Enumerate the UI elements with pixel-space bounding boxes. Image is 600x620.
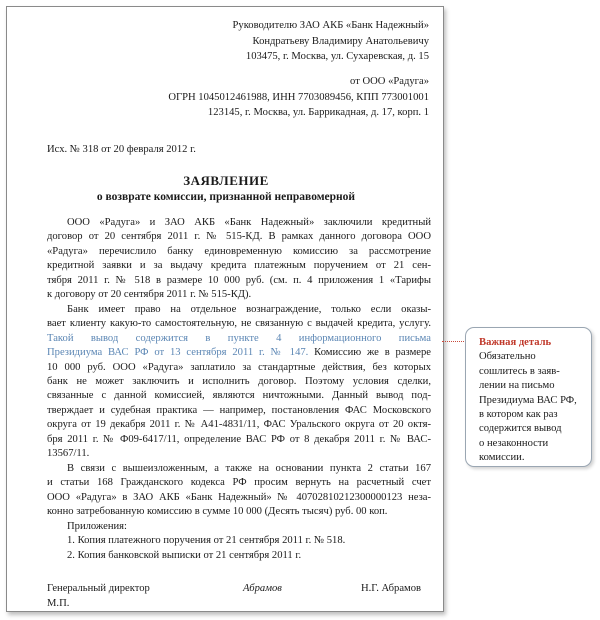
sender-line: от ООО «Радуга»: [350, 76, 429, 87]
text-line: [47, 346, 431, 360]
note-title: Важная деталь: [479, 337, 552, 348]
text-line: В связи с вышеизложенным, а также на основании пункта 2 статьи 167: [67, 463, 431, 474]
text-line: тверждает и судебная практика — например, постановления ФАС Московского: [47, 404, 431, 416]
text-line: договор от 20 сентября 2011 г. № 515-КД. В рамках данного договора ООО: [47, 231, 431, 243]
document-page: [6, 6, 444, 612]
recipient-line: 103475, г. Москва, ул. Сухаревская, д. 15: [245, 51, 429, 62]
text-line: ООО «Радуга» в ЗАО АКБ «Банк Надежный» № 40702810212300000123 неза-: [47, 491, 431, 503]
document-subtitle: о возврате комиссии, признанной неправомерной: [96, 191, 356, 203]
text-line: округа от 19 декабря 2011 г. № А41-4831/11, ФАС Уральского округа от 20 октя-: [47, 419, 431, 431]
document-title: ЗАЯВЛЕНИЕ: [183, 173, 269, 188]
text-line: 13567/11.: [47, 448, 90, 460]
note-callout: [465, 327, 592, 467]
note-line: сошлитесь в заяв-: [479, 365, 560, 377]
attachment-item: 2. Копия банковской выписки от 21 сентября 2011 г.: [67, 549, 302, 561]
text-fragment: Комиссию же в размере: [308, 347, 431, 359]
note-connector: [442, 341, 466, 342]
text-line: ООО «Радуга» и ЗАО АКБ «Банк Надежный» заключили кредитный: [67, 217, 431, 228]
text-line: Банк имеет право на отдельное вознаграждение, только если оказы-: [67, 304, 431, 315]
highlighted-reference: Такой вывод содержится в пункте 4 информационного письма: [47, 332, 431, 344]
seal-label: М.П.: [47, 598, 70, 609]
text-line: тября 2011 г. № 518 в размере 10 000 руб. (см. п. 4 приложения 1 «Тарифы: [47, 274, 431, 286]
recipient-line: Руководителю ЗАО АКБ «Банк Надежный»: [232, 20, 429, 31]
note-line: Обязательно: [479, 351, 536, 363]
text-line: [47, 332, 431, 346]
note-line: комиссии.: [479, 452, 525, 464]
note-line: содержится вывод: [479, 423, 562, 435]
text-line: кредитной заявки и за выдачу кредита платежным поручением от 21 сен-: [47, 260, 431, 272]
text-line: вает клиенту какую-то самостоятельную, не связанную с выдачей кредита, услугу.: [47, 318, 431, 330]
text-line: бря 2011 г. № Ф09-6417/11, определение ВАС РФ от 8 декабря 2011 г. № ВАС-: [47, 433, 431, 445]
handwritten-signature: Абрамов: [243, 583, 282, 594]
text-line: банк не может заключить и исполнить договор. Поэтому условия сделки,: [47, 376, 431, 388]
highlighted-reference: Президиума ВАС РФ от 13 сентября 2011 г. № 147.: [47, 347, 309, 359]
attachments-heading: Приложения:: [67, 521, 127, 532]
signature-position: Генеральный директор: [47, 583, 150, 594]
note-line: в котором как раз: [479, 409, 558, 421]
text-line: конно затребованную комиссию в сумме 10 000 (Десять тысяч) руб. 00 коп.: [47, 506, 388, 518]
note-line: Президиума ВАС РФ,: [479, 394, 577, 406]
text-line: к договору от 20 сентября 2011 г. № 515-КД).: [47, 289, 252, 301]
text-line: и статьи 168 Гражданского кодекса РФ просим вернуть на расчетный счет: [47, 477, 431, 489]
recipient-line: Кондратьеву Владимиру Анатольевичу: [252, 35, 429, 47]
recipient-block: [233, 18, 430, 65]
sender-block: [168, 74, 429, 121]
text-line: «Радуга» перечислило банку единовременную комиссию за рассмотрение: [47, 245, 431, 257]
text-line: связанные с данной комиссией, являются ничтожными. Данный вывод под-: [47, 390, 431, 402]
paragraph-2: [47, 303, 431, 461]
paragraph-3: [47, 462, 431, 520]
attachments: [47, 520, 345, 563]
outgoing-reference: Исх. № 318 от 20 февраля 2012 г.: [47, 144, 196, 155]
signatory-name: Н.Г. Абрамов: [361, 583, 422, 594]
attachment-item: 1. Копия платежного поручения от 21 сентября 2011 г. № 518.: [67, 535, 346, 547]
note-line: лении на письмо: [479, 380, 555, 392]
text-line: 10 000 руб. ООО «Радуга» заплатило за стандартные действия, без которых: [47, 361, 431, 373]
sender-line: ОГРН 1045012461988, ИНН 7703089456, КПП 773001001: [168, 91, 429, 103]
sender-line: 123145, г. Москва, ул. Баррикадная, д. 17, корп. 1: [207, 107, 429, 118]
paragraph-1: [47, 216, 431, 302]
note-line: о незаконности: [479, 437, 549, 449]
